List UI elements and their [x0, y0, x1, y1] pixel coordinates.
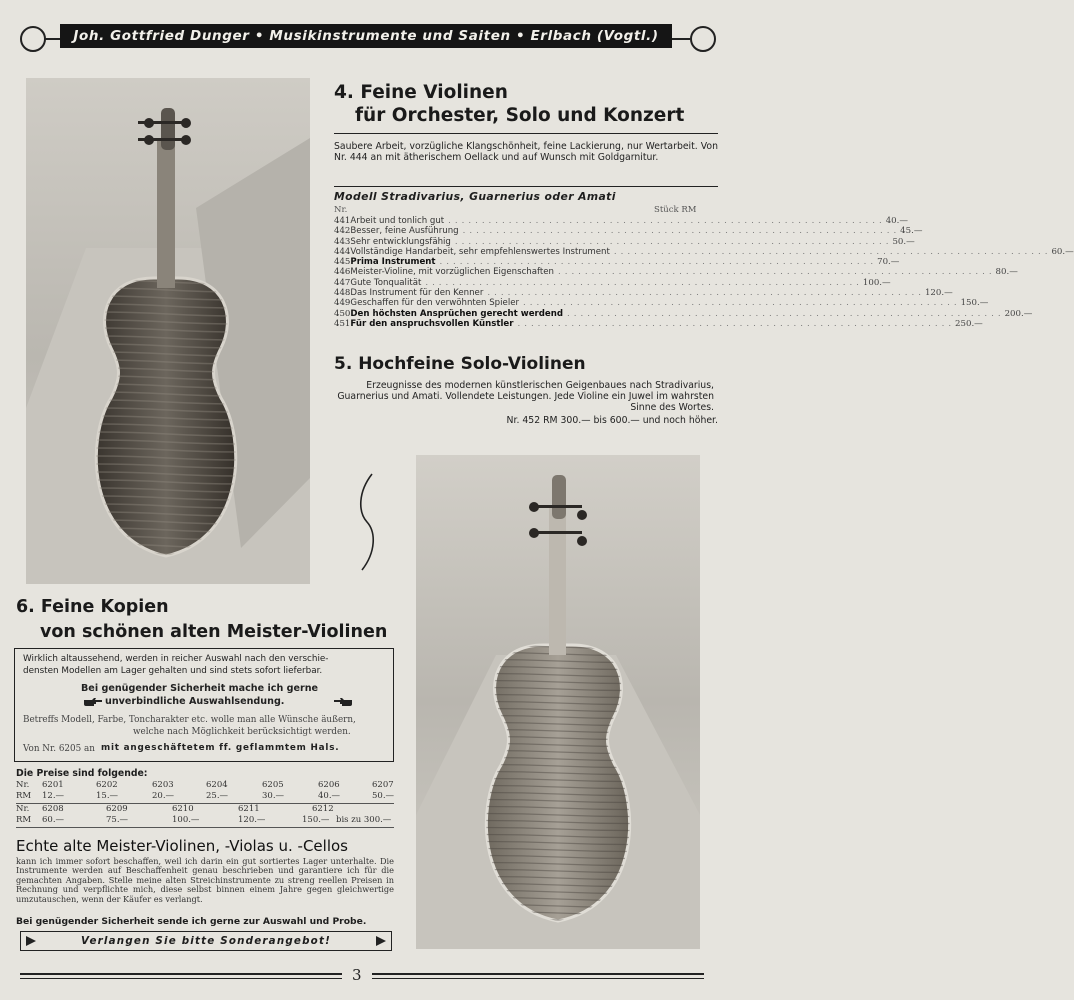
model-price: 60.— [1051, 246, 1074, 257]
model-price: 80.— [995, 267, 1018, 278]
table-cell: 150.— [302, 815, 330, 826]
row-label: Nr. [16, 780, 30, 790]
row-label: RM [16, 815, 32, 826]
table-cell: 6210 [172, 803, 194, 814]
model-number: 446 [334, 267, 351, 278]
footer-rule [20, 973, 342, 975]
model-heading: Modell Stradivarius, Guarnerius oder Amati [334, 190, 616, 203]
header-banner: Joh. Gottfried Dunger • Musikinstrumente und Saiten • Erlbach (Vogtl.) [60, 24, 672, 48]
box-text: Von Nr. 6205 an [23, 744, 95, 754]
banner-ornament-right [690, 26, 716, 52]
prices-heading: Die Preise sind folgende: [16, 768, 148, 779]
model-description: Geschaffen für den verwöhnten Spieler [350, 298, 520, 309]
model-price: 250.— [955, 318, 983, 329]
model-description: Arbeit und tonlich gut [350, 216, 445, 226]
table-cell: 12.— [42, 791, 65, 802]
box-highlight: unverbindliche Auswahlsendung. [105, 696, 285, 707]
model-number: 450 [334, 308, 351, 319]
table-cell: 25.— [206, 791, 229, 802]
column-header-price: Stück RM [654, 205, 697, 215]
table-cell: 6205 [262, 780, 284, 790]
table-cell: 30.— [262, 791, 285, 802]
pointing-hand-icon [333, 697, 353, 707]
model-description: Das Instrument für den Kenner [350, 288, 484, 299]
table-cell: 6211 [238, 803, 260, 814]
section-4-subtitle: für Orchester, Solo und Konzert [355, 105, 685, 126]
table-row [16, 780, 394, 791]
box-text: Betreffs Modell, Farbe, Toncharakter etc. wolle man alle Wünsche äußern, [23, 715, 356, 725]
model-price-list [334, 216, 1074, 329]
table-cell: 50.— [372, 791, 395, 802]
row-label: Nr. [16, 803, 30, 814]
banner-line-left [44, 38, 60, 40]
list-item: 447 Gute Tonqualität ................................................................. 100.— [334, 277, 891, 288]
model-price: 150.— [960, 298, 989, 309]
table-cell: 6202 [96, 780, 118, 790]
table-cell: 6203 [152, 780, 174, 790]
box-highlight: mit angeschäftetem ff. geflammtem Hals. [101, 743, 340, 753]
divider [334, 186, 718, 187]
model-description: Sehr entwicklungsfähig [350, 236, 451, 247]
table-cell: 6201 [42, 780, 64, 790]
model-price: 45.— [900, 226, 923, 237]
table-cell: 6207 [372, 780, 394, 790]
violin-back-illustration [26, 78, 310, 584]
model-price: 40.— [885, 216, 908, 226]
table-cell: 6206 [318, 780, 340, 790]
list-item: 446 Meister-Violine, mit vorzüglichen Eigenschaften ................................................................. 80.— [334, 267, 1018, 278]
model-number: 451 [334, 318, 351, 329]
antique-instruments-note: Bei genügender Sicherheit sende ich gerne zur Auswahl und Probe. [16, 916, 367, 927]
list-item: 441 Arbeit und tonlich gut ................................................................. 40.— [334, 216, 908, 226]
row-label: RM [16, 791, 32, 802]
table-cell: 120.— [238, 815, 266, 826]
table-cell: 75.— [106, 815, 129, 826]
box-highlight: Bei genügender Sicherheit mache ich gerne [81, 683, 319, 694]
model-number: 448 [334, 288, 351, 299]
table-cell: 100.— [172, 815, 200, 826]
footer-rule [372, 973, 704, 975]
footer-rule [20, 978, 342, 979]
list-item: 444 Vollständige Handarbeit, sehr empfehlenswertes Instrument ................................................................. 60.— [334, 246, 1074, 257]
model-number: 449 [334, 298, 351, 309]
list-item: 445 Prima Instrument ................................................................. 70.— [334, 257, 900, 268]
antique-instruments-title: Echte alte Meister-Violinen, -Violas u. -Cellos [16, 837, 348, 855]
model-number: 442 [334, 226, 351, 237]
column-header-nr: Nr. [334, 205, 348, 215]
model-number: 447 [334, 277, 351, 288]
violin-photo-back-view-2 [416, 455, 700, 949]
box-text: welche nach Möglichkeit berücksichtigt werden. [133, 727, 351, 737]
table-cell: 60.— [42, 815, 65, 826]
violin-back-illustration [416, 455, 700, 949]
model-description: Prima Instrument [350, 257, 436, 268]
model-number: 445 [334, 257, 351, 268]
arrow-right-icon [375, 935, 387, 947]
violin-photo-back-view [26, 78, 310, 584]
price-table [16, 780, 394, 828]
pointing-hand-icon [83, 697, 103, 707]
model-price: 200.— [1004, 308, 1033, 319]
model-number: 441 [334, 216, 351, 226]
model-price: 70.— [877, 257, 900, 268]
table-cell: 20.— [152, 791, 175, 802]
list-item: 450 Den höchsten Ansprüchen gerecht werdend ................................................................. 200.— [334, 308, 1033, 319]
model-price: 50.— [892, 236, 915, 247]
model-price: 120.— [924, 288, 953, 299]
table-cell: 15.— [96, 791, 119, 802]
section-6-title: 6. Feine Kopien [16, 597, 169, 617]
table-row [16, 804, 394, 815]
model-description: Den höchsten Ansprüchen gerecht werdend [350, 308, 564, 319]
section-4-title: 4. Feine Violinen [334, 82, 508, 103]
model-description: Meister-Violine, mit vorzüglichen Eigenschaften [350, 267, 554, 278]
page-number: 3 [352, 966, 362, 984]
list-item: 451 Für den anspruchsvollen Künstler ................................................................. 250.— [334, 318, 983, 329]
antique-instruments-body: kann ich immer sofort beschaffen, weil ich darin ein gut sortiertes Lager unterhalte. Die Instrumente werden auf Beschaffenheit genau beschrieben und garantiere ich für die gemachten Angaben. Stelle meine alten Streichinstrumente zu streng reellen Preisen in Rechnung und verpflichte mich, diese selbst binnen einem Jahre gegen gleichwertige umzutauschen, wenn der Käufer es verlangt. [16, 856, 394, 904]
decorative-swirl [356, 472, 378, 572]
model-price: 100.— [862, 277, 891, 288]
list-item: 442 Besser, feine Ausführung ................................................................. 45.— [334, 226, 923, 237]
model-number: 443 [334, 236, 351, 247]
section-5-intro: Erzeugnisse des modernen künstlerischen Geigenbaues nach Stradivarius, Guarnerius und Amati. Vollendete Leistungen. Jede Violine ein Juwel im wahrsten Sinne des Wortes. [337, 380, 714, 413]
model-description: Besser, feine Ausführung [350, 226, 459, 237]
section-5-title: 5. Hochfeine Solo-Violinen [334, 354, 586, 374]
model-number: 444 [334, 246, 351, 257]
section-6-subtitle: von schönen alten Meister-Violinen [40, 622, 388, 642]
table-cell: 6212 [312, 803, 334, 814]
footer-rule [372, 978, 704, 979]
divider [334, 133, 718, 134]
section-4-intro: Saubere Arbeit, vorzügliche Klangschönheit, feine Lackierung, nur Wertarbeit. Von Nr. 444 an mit ätherischem Oellack und auf Wunsch mit Goldgarnitur. [334, 141, 718, 163]
section-6-info-box [14, 648, 394, 762]
table-cell: 6208 [42, 803, 64, 814]
table-cell: 40.— [318, 791, 341, 802]
special-offer-banner [20, 931, 392, 951]
list-item: 443 Sehr entwicklungsfähig ................................................................. 50.— [334, 236, 915, 247]
box-text: Wirklich altaussehend, werden in reicher Auswahl nach den verschie- [23, 654, 329, 664]
box-text: densten Modellen am Lager gehalten und sind stets sofort lieferbar. [23, 666, 323, 676]
section-5-price: Nr. 452 RM 300.— bis 600.— und noch höher. [506, 415, 718, 426]
banner-ornament-left [20, 26, 46, 52]
table-cell: 6209 [106, 803, 128, 814]
banner-line-right [672, 38, 690, 40]
list-item: 448 Das Instrument für den Kenner ................................................................. 120.— [334, 288, 953, 299]
table-row [16, 815, 394, 827]
table-row [16, 791, 394, 803]
special-offer-text: Verlangen Sie bitte Sonderangebot! [81, 935, 331, 947]
table-cell: bis zu 300.— [336, 815, 392, 826]
model-description: Vollständige Handarbeit, sehr empfehlenswertes Instrument [350, 246, 610, 257]
model-description: Gute Tonqualität [350, 277, 422, 288]
model-description: Für den anspruchsvollen Künstler [350, 318, 514, 329]
table-cell: 6204 [206, 780, 228, 790]
list-item: 449 Geschaffen für den verwöhnten Spieler ................................................................. 150.— [334, 298, 989, 309]
